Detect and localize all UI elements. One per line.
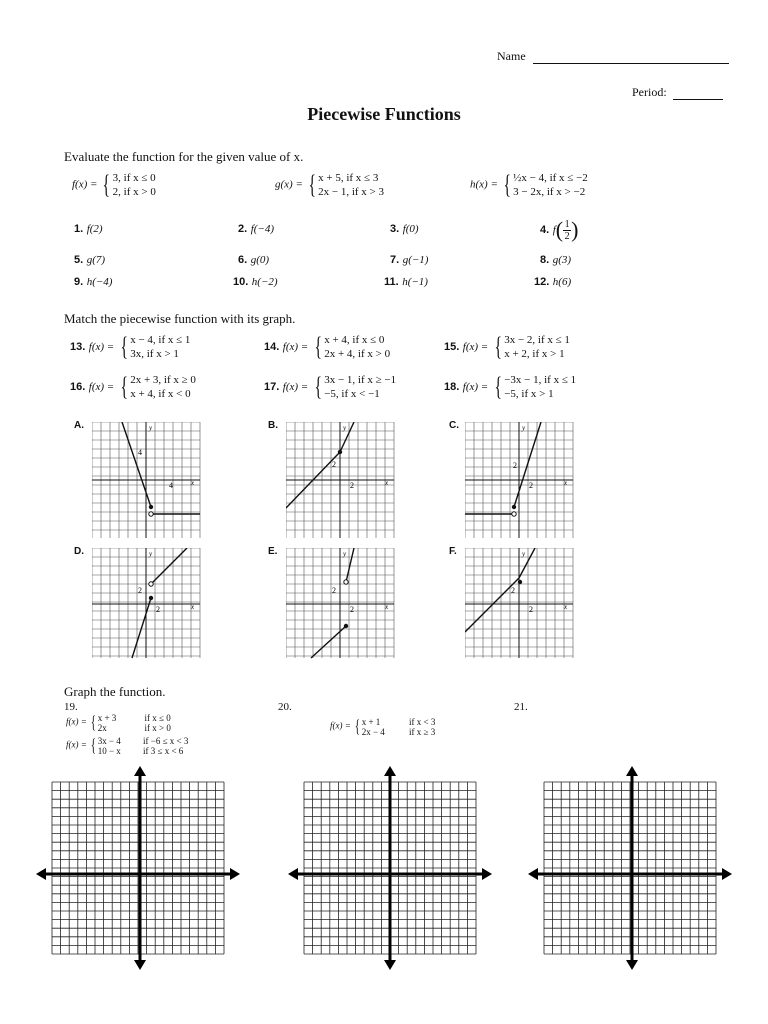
problem-expression: h(6) xyxy=(552,276,572,288)
problem-19-number: 19. xyxy=(64,701,78,713)
closed-point xyxy=(518,580,522,584)
problem-11 xyxy=(384,275,428,288)
function-20: f(x) = { x + 1 2x − 4 if x < 3 if x ≥ 3 xyxy=(330,716,436,737)
fraction-denominator: 2 xyxy=(564,230,570,242)
problem-number: 2. xyxy=(238,223,248,235)
axes xyxy=(92,548,200,658)
closed-point xyxy=(149,505,153,509)
problem-9 xyxy=(74,275,112,288)
match-function-18: 18. f(x) = { −3x − 1, if x ≤ 1 −5, if x > 1 xyxy=(444,372,577,401)
period-field[interactable] xyxy=(632,85,723,100)
case-1: x + 3 xyxy=(97,712,117,723)
x-axis-label: x xyxy=(564,479,568,487)
function-lhs: f(x) = xyxy=(462,341,489,353)
x-tick-label: 2 xyxy=(350,605,354,614)
problem-number: 18. xyxy=(444,381,460,393)
open-point xyxy=(512,512,516,516)
y-tick-label: 2 xyxy=(138,586,142,595)
problem-3 xyxy=(390,222,419,235)
problem-12 xyxy=(534,275,571,288)
case-1: −3x − 1, if x ≤ 1 xyxy=(504,374,577,386)
grid-lines xyxy=(544,782,716,954)
problem-8 xyxy=(540,253,571,266)
x-tick-label: 2 xyxy=(529,605,533,614)
x-axis-label: x xyxy=(385,479,389,487)
grid-lines xyxy=(52,782,224,954)
case-2: 2x xyxy=(97,722,107,733)
y-axis-label: y xyxy=(522,424,526,432)
y-axis-label: y xyxy=(343,424,347,432)
function-h: h(x) = { ½x − 4, if x ≤ −2 3 − 2x, if x > −2 xyxy=(470,170,588,199)
function-lhs: h(x) = xyxy=(470,178,498,191)
problem-2 xyxy=(238,222,274,235)
condition-2: if 3 ≤ x < 6 xyxy=(143,745,184,756)
case-2: −5, if x < −1 xyxy=(324,388,380,400)
x-tick-label: 2 xyxy=(529,481,533,490)
match-graph-e xyxy=(286,548,396,660)
problem-expression: g(−1) xyxy=(402,254,429,266)
problem-6 xyxy=(238,253,269,266)
problem-number: 10. xyxy=(233,276,249,288)
function-lhs: f(x) = xyxy=(282,341,309,353)
graph-b-label: B. xyxy=(268,420,278,431)
closed-point xyxy=(338,450,342,454)
case-2: x + 4, if x < 0 xyxy=(130,388,191,400)
axes xyxy=(465,422,573,538)
x-tick-label: 2 xyxy=(350,481,354,490)
condition-1: if x ≤ 0 xyxy=(144,712,171,723)
problem-number: 5. xyxy=(74,254,84,266)
graph-segment xyxy=(132,598,151,658)
problem-expression: g(0) xyxy=(250,254,270,266)
problem-expression: f xyxy=(552,224,556,236)
fraction-numerator: 1 xyxy=(564,218,570,230)
case-2: 2x − 1, if x > 3 xyxy=(318,186,385,198)
y-axis-label: y xyxy=(149,424,153,432)
function-19: f(x) = { x + 3 2x if x ≤ 0 if x > 0 xyxy=(66,712,171,733)
x-tick-label: 4 xyxy=(169,481,173,490)
x-axis-label: x xyxy=(191,479,195,487)
problem-number: 13. xyxy=(70,341,86,353)
graph-e-label: E. xyxy=(268,546,278,557)
condition-2: if x > 0 xyxy=(144,722,171,733)
graph-c-label: C. xyxy=(449,420,459,431)
axes xyxy=(286,548,394,658)
y-tick-label: 2 xyxy=(332,586,336,595)
function-lhs: f(x) = xyxy=(282,381,309,393)
function-lhs: f(x) = xyxy=(462,381,489,393)
problem-expression: h(−2) xyxy=(251,276,278,288)
graph-f-label: F. xyxy=(449,546,457,557)
graph-segment xyxy=(311,626,346,658)
case-2: 3 − 2x, if x > −2 xyxy=(513,186,586,198)
function-lhs: f(x) = xyxy=(72,178,98,191)
function-lhs: f(x) = xyxy=(330,720,351,731)
y-tick-label: 4 xyxy=(138,448,142,457)
problem-5 xyxy=(74,253,105,266)
name-label: Name xyxy=(497,49,526,63)
y-axis-label: y xyxy=(343,550,347,558)
problem-4: 4. f ( 1 2 ) xyxy=(540,217,579,242)
axes xyxy=(92,422,200,538)
match-function-17: 17. f(x) = { 3x − 1, if x ≥ −1 −5, if x < −1 xyxy=(264,372,397,401)
axes xyxy=(465,548,573,658)
closed-point xyxy=(149,596,153,600)
match-graph-a xyxy=(92,422,202,540)
case-1: x − 4, if x ≤ 1 xyxy=(130,334,191,346)
x-axis-label: x xyxy=(564,603,568,611)
name-blank[interactable] xyxy=(533,51,729,64)
y-tick-label: 2 xyxy=(513,461,517,470)
problem-number: 15. xyxy=(444,341,460,353)
name-field[interactable] xyxy=(497,49,729,64)
closed-point xyxy=(512,505,516,509)
y-axis-label: y xyxy=(149,550,153,558)
match-graph-d xyxy=(92,548,202,660)
condition-1: if −6 ≤ x < 3 xyxy=(143,735,189,746)
period-blank[interactable] xyxy=(673,87,723,100)
match-function-15: 15. f(x) = { 3x − 2, if x ≤ 1 x + 2, if x > 1 xyxy=(444,332,570,361)
case-2: 10 − x xyxy=(97,745,121,756)
case-1: 3, if x ≤ 0 xyxy=(112,172,156,184)
graph-segment xyxy=(346,548,354,582)
case-1: x + 4, if x ≤ 0 xyxy=(324,334,385,346)
case-1: 2x + 3, if x ≥ 0 xyxy=(130,374,196,386)
function-lhs: g(x) = xyxy=(275,178,303,191)
problem-number: 6. xyxy=(238,254,248,266)
y-axis-label: y xyxy=(522,550,526,558)
open-point xyxy=(344,580,348,584)
problem-expression: f(2) xyxy=(86,223,103,235)
problem-number: 1. xyxy=(74,223,84,235)
graph-d-label: D. xyxy=(74,546,84,557)
problem-number: 16. xyxy=(70,381,86,393)
condition-2: if x ≥ 3 xyxy=(409,726,436,737)
problem-1 xyxy=(74,222,103,235)
problem-number: 8. xyxy=(540,254,550,266)
function-g: g(x) = { x + 5, if x ≤ 3 2x − 1, if x > 3 xyxy=(275,170,385,199)
condition-1: if x < 3 xyxy=(409,716,436,727)
problem-expression: f(0) xyxy=(402,223,419,235)
y-tick-label: 2 xyxy=(511,586,515,595)
case-1: 3x − 4 xyxy=(97,735,121,746)
case-2: 2x − 4 xyxy=(361,726,385,737)
case-1: x + 1 xyxy=(361,716,381,727)
blank-grid-19[interactable] xyxy=(36,766,240,970)
function-21: f(x) = { 3x − 4 10 − x if −6 ≤ x < 3 if 3 ≤ x < 6 xyxy=(66,735,189,756)
case-1: ½x − 4, if x ≤ −2 xyxy=(513,172,588,184)
case-1: x + 5, if x ≤ 3 xyxy=(318,172,379,184)
problem-number: 11. xyxy=(384,276,399,288)
problem-21-number: 21. xyxy=(514,701,528,713)
function-lhs: f(x) = xyxy=(88,381,115,393)
problem-expression: f(−4) xyxy=(250,223,274,235)
section2-instruction: Match the piecewise function with its graph. xyxy=(64,311,296,326)
function-lhs: f(x) = xyxy=(66,716,87,727)
match-function-14: 14. f(x) = { x + 4, if x ≤ 0 2x + 4, if x > 0 xyxy=(264,332,391,361)
closed-point xyxy=(344,624,348,628)
problem-expression: h(−4) xyxy=(86,276,113,288)
case-1: 3x − 2, if x ≤ 1 xyxy=(504,334,570,346)
open-point xyxy=(149,582,153,586)
problem-number: 4. xyxy=(540,224,550,236)
period-label: Period: xyxy=(632,85,667,99)
section3-instruction: Graph the function. xyxy=(64,684,166,699)
open-point xyxy=(149,512,153,516)
problem-10 xyxy=(233,275,278,288)
match-function-13: 13. f(x) = { x − 4, if x ≤ 1 3x, if x > 1 xyxy=(70,332,191,361)
graph-a-label: A. xyxy=(74,420,84,431)
x-tick-label: 2 xyxy=(156,605,160,614)
problem-number: 9. xyxy=(74,276,84,288)
section1-instruction: Evaluate the function for the given value of x. xyxy=(64,149,304,164)
case-2: 2x + 4, if x > 0 xyxy=(324,348,391,360)
match-function-16: 16. f(x) = { 2x + 3, if x ≥ 0 x + 4, if x < 0 xyxy=(70,372,196,401)
page-title: Piecewise Functions xyxy=(307,104,461,124)
axes xyxy=(286,422,394,538)
problem-expression: g(7) xyxy=(86,254,106,266)
problem-number: 7. xyxy=(390,254,400,266)
function-f: f(x) = { 3, if x ≤ 0 2, if x > 0 xyxy=(72,170,156,199)
blank-grid-20[interactable] xyxy=(288,766,492,970)
function-lhs: f(x) = xyxy=(88,341,115,353)
case-1: 3x − 1, if x ≥ −1 xyxy=(324,374,397,386)
blank-grid-21[interactable] xyxy=(528,766,732,970)
problem-expression: g(3) xyxy=(552,254,572,266)
problem-number: 12. xyxy=(534,276,550,288)
match-graph-f xyxy=(465,548,575,660)
problem-expression: h(−1) xyxy=(402,276,428,288)
case-2: −5, if x > 1 xyxy=(504,388,554,400)
problem-number: 3. xyxy=(390,223,400,235)
problem-number: 14. xyxy=(264,341,280,353)
case-2: 3x, if x > 1 xyxy=(130,348,179,360)
problem-number: 17. xyxy=(264,381,280,393)
case-2: x + 2, if x > 1 xyxy=(504,348,565,360)
x-axis-label: x xyxy=(385,603,389,611)
match-graph-c xyxy=(465,422,575,540)
problem-7 xyxy=(390,253,428,266)
y-tick-label: 2 xyxy=(332,460,336,469)
case-2: 2, if x > 0 xyxy=(112,186,156,198)
problem-20-number: 20. xyxy=(278,701,292,713)
x-axis-label: x xyxy=(191,603,195,611)
match-graph-b xyxy=(286,422,396,540)
function-lhs: f(x) = xyxy=(66,739,87,750)
